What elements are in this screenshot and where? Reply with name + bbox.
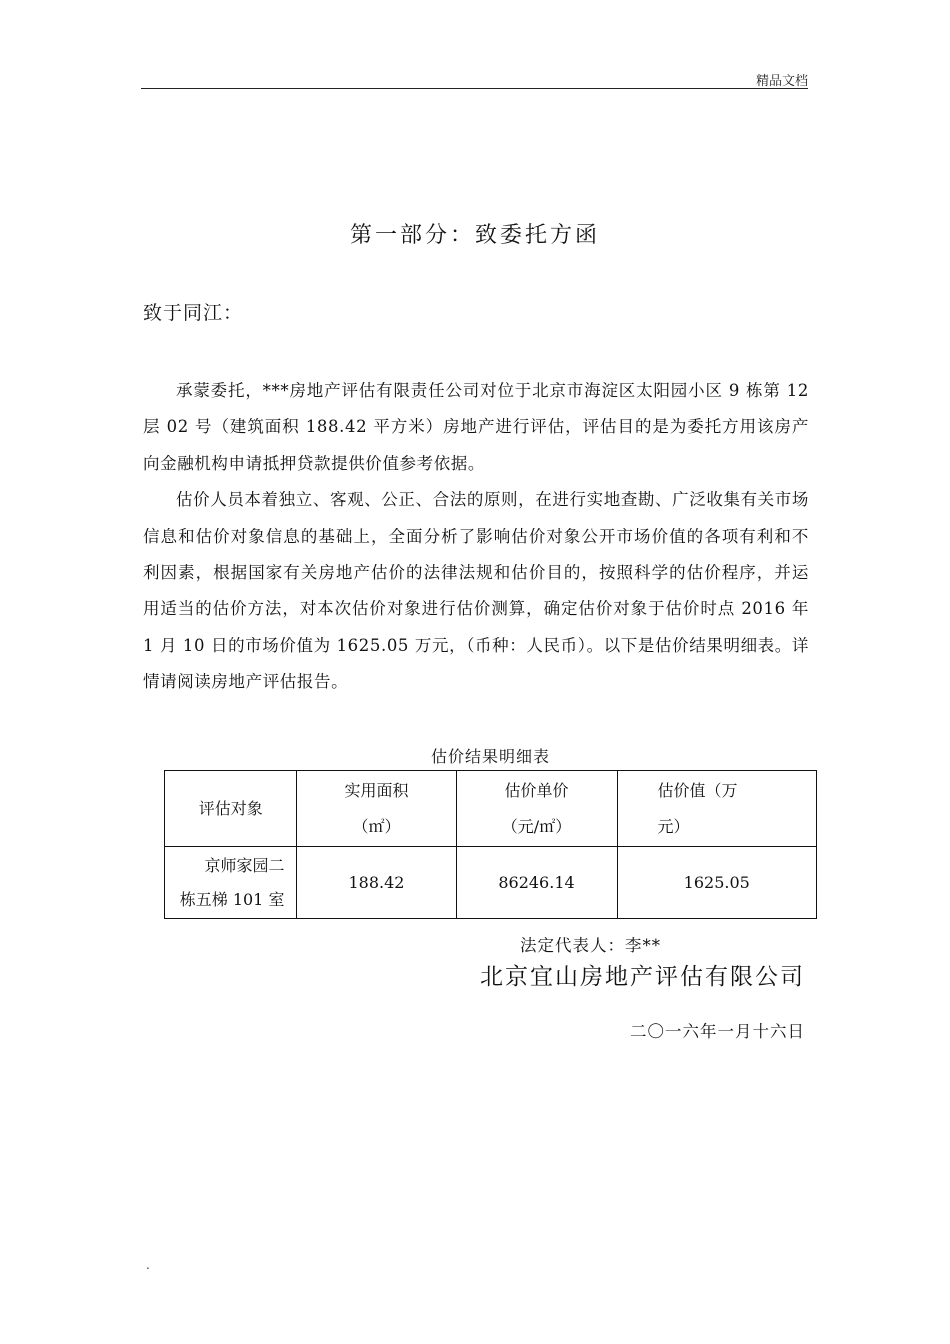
company-name: 北京宜山房地产评估有限公司: [480, 964, 805, 990]
object-line1: 京师家园二: [204, 855, 285, 875]
cell-value: 1625.05: [617, 847, 816, 919]
header-rule: [141, 88, 808, 89]
table-row: [165, 847, 817, 919]
header-area: [297, 771, 456, 847]
cell-area: 188.42: [297, 847, 456, 919]
header-value-unit: 元）: [657, 816, 690, 836]
salutation: 致于同江：: [143, 302, 244, 324]
page-header-label: 精品文档: [755, 74, 808, 89]
letter-date: 二〇一六年一月十六日: [630, 1022, 805, 1041]
header-value: [617, 771, 816, 847]
header-unit-price-label: 估价单价: [504, 780, 569, 800]
header-area-unit: （㎡）: [352, 816, 401, 836]
paragraph-valuation: 估价人员本着独立、客观、公正、合法的原则，在进行实地查勘、广泛收集有关市场信息和估价对象信息的基础上，全面分析了影响估价对象公开市场价值的各项有利和不利因素，根据国家有关房地产估价的法律法规和估价目的，按照科学的估价程序，并运用适当的估价方法，对本次估价对象进行估价测算，确定估价对象于估价时点 2016 年 1 月 10 日的市场价值为 1625.05 万元，（币种：人民币）。以下是估价结果明细表。详情请阅读房地产评估报告。: [143, 490, 809, 692]
header-area-label: 实用面积: [344, 780, 409, 800]
legal-representative: 法定代表人：李**: [520, 936, 661, 955]
header-object: [165, 771, 297, 847]
table-header-row: [165, 771, 817, 847]
page-title: 第一部分：致委托方函: [349, 223, 600, 248]
cell-unit-price: 86246.14: [456, 847, 617, 919]
header-unit-price-unit: （元/㎡）: [501, 816, 572, 836]
header-object-label: 评估对象: [198, 798, 263, 818]
object-line2: 栋五梯 101 室: [179, 889, 285, 909]
footer-mark: .: [146, 1258, 150, 1272]
table-caption: 估价结果明细表: [430, 747, 550, 766]
header-value-label: 估价值（万: [657, 780, 738, 800]
valuation-result-table: [164, 770, 817, 919]
letter-body: [143, 373, 809, 701]
header-unit-price: [456, 771, 617, 847]
paragraph-commission: 承蒙委托，***房地产评估有限责任公司对位于北京市海淀区太阳园小区 9 栋第 12 层 02 号（建筑面积 188.42 平方米）房地产进行评估，评估目的是为委托方用该房产向金融机构申请抵押贷款提供价值参考依据。: [143, 381, 809, 473]
cell-object: [165, 847, 297, 919]
